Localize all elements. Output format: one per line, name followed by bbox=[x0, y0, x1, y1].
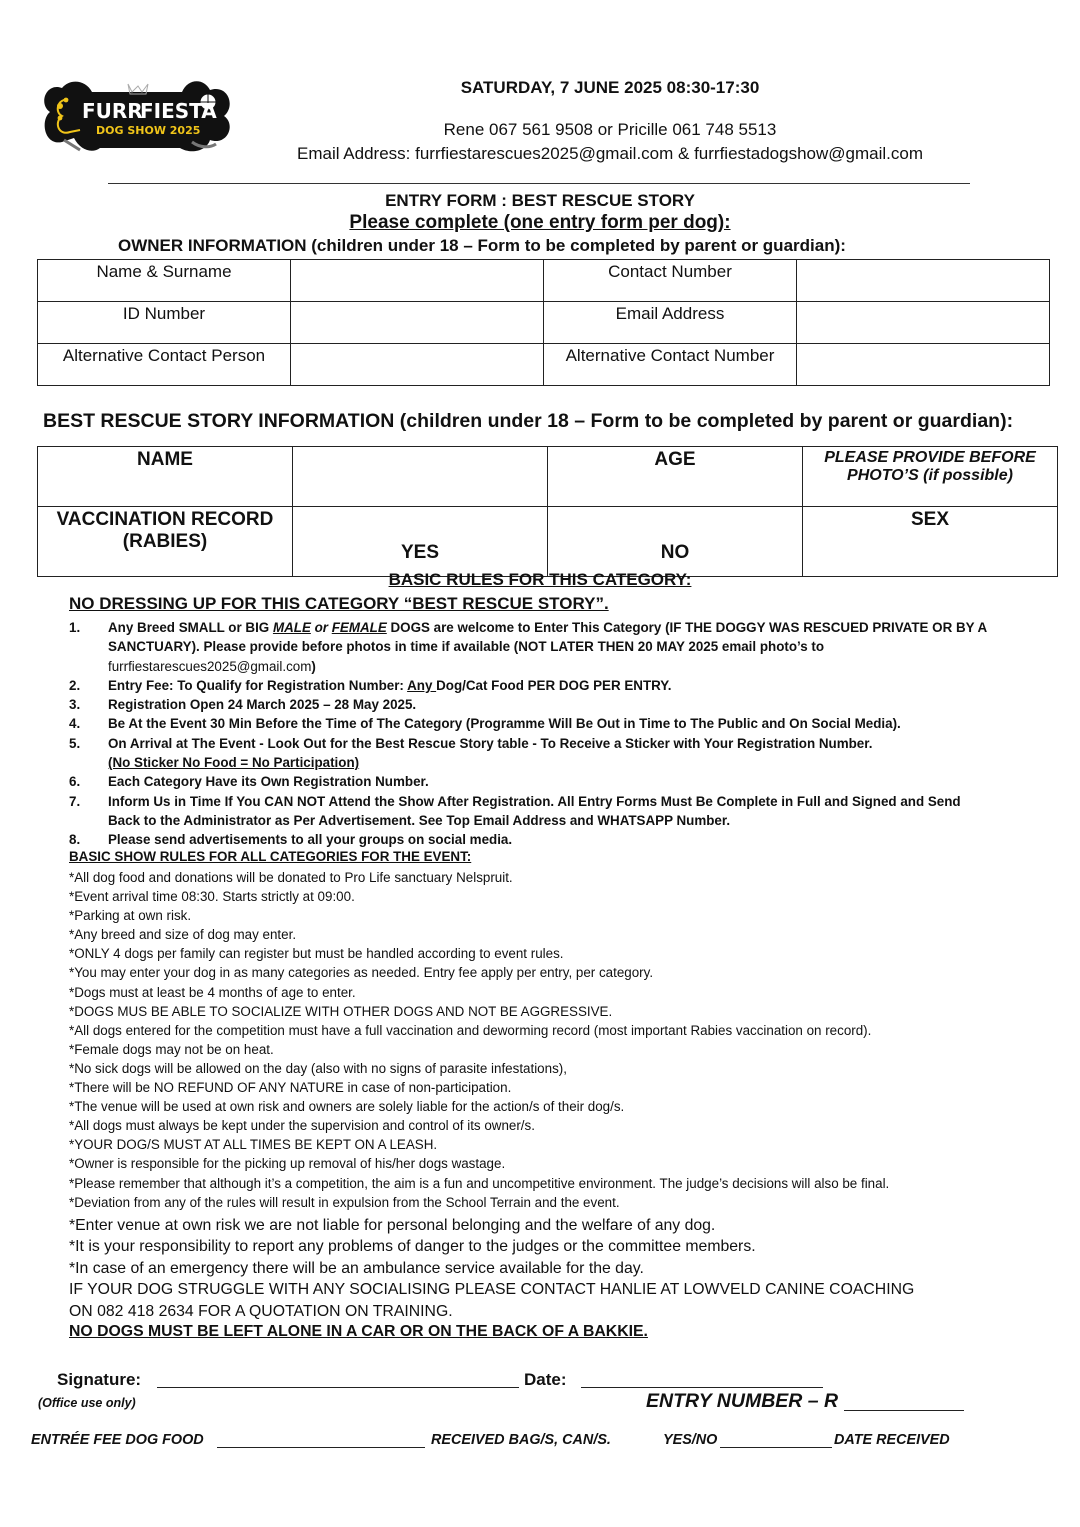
dog-name-field[interactable] bbox=[293, 447, 548, 507]
office-use-label: (Office use only) bbox=[38, 1396, 136, 1410]
list-item: *Any breed and size of dog may enter. bbox=[69, 927, 297, 943]
header-divider bbox=[108, 183, 970, 184]
alt-contact-number-field[interactable] bbox=[797, 344, 1050, 386]
list-item: *YOUR DOG/S MUST AT ALL TIMES BE KEPT ON A LEASH. bbox=[69, 1137, 438, 1153]
entree-fee-label: ENTRÉE FEE DOG FOOD bbox=[31, 1432, 204, 1448]
list-item: *All dog food and donations will be donated to Pro Life sanctuary Nelspruit. bbox=[69, 870, 513, 885]
list-item: *There will be NO REFUND OF ANY NATURE in case of non-participation. bbox=[69, 1080, 512, 1096]
list-item bbox=[69, 734, 989, 773]
contact-number-field[interactable] bbox=[797, 260, 1050, 302]
name-surname-label: Name & Surname bbox=[38, 260, 291, 302]
list-item: *ONLY 4 dogs per family can register but must be handled according to event rules. bbox=[69, 946, 564, 962]
rule-number: 6. bbox=[69, 774, 81, 790]
vaccination-label: VACCINATION RECORD (RABIES) bbox=[38, 507, 293, 577]
entry-number-label: ENTRY NUMBER – R bbox=[646, 1390, 839, 1412]
list-item: *Dogs must at least be 4 months of age to enter. bbox=[69, 984, 356, 1000]
rescue-info-heading: BEST RESCUE STORY INFORMATION (children under 18 – Form to be completed by parent or guardian): bbox=[43, 410, 1014, 432]
show-rules-heading: BASIC SHOW RULES FOR ALL CATEGORIES FOR THE EVENT: bbox=[69, 849, 472, 864]
email-address-label: Email Address bbox=[544, 302, 797, 344]
age-label: AGE bbox=[548, 447, 803, 507]
show-rules-list bbox=[69, 868, 1029, 1212]
svg-text:FURR: FURR bbox=[82, 99, 143, 123]
rule-number: 7. bbox=[69, 793, 81, 809]
owner-info-heading: OWNER INFORMATION (children under 18 – Form to be completed by parent or guardian): bbox=[118, 236, 846, 255]
rule-number: 2. bbox=[69, 677, 81, 693]
table-row bbox=[38, 447, 1058, 507]
table-row bbox=[38, 507, 1058, 577]
rule-text: Be At the Event 30 Min Before the Time of The Category (Programme Will Be Out in Time to The Public and On Social Media). bbox=[108, 716, 901, 732]
yes-no-label: YES/NO bbox=[663, 1432, 718, 1448]
list-item: *Owner is responsible for the picking up removal of his/her dogs wastage. bbox=[69, 1156, 506, 1172]
list-item: ON 082 418 2634 FOR A QUOTATION ON TRAINING. bbox=[69, 1302, 453, 1320]
alt-contact-person-field[interactable] bbox=[291, 344, 544, 386]
list-item: IF YOUR DOG STRUGGLE WITH ANY SOCIALISING PLEASE CONTACT HANLIE AT LOWVELD CANINE COACHING bbox=[69, 1281, 915, 1299]
list-item: *All dogs must always be kept under the supervision and control of its owner/s. bbox=[69, 1118, 535, 1134]
date-field[interactable] bbox=[581, 1387, 823, 1388]
form-title: ENTRY FORM : BEST RESCUE STORY bbox=[385, 191, 695, 210]
list-item: *In case of an emergency there will be an ambulance service available for the day. bbox=[69, 1259, 644, 1277]
vaccination-yes-option[interactable]: YES bbox=[293, 507, 548, 577]
date-label: Date: bbox=[524, 1370, 567, 1389]
table-row bbox=[38, 344, 1050, 386]
furr-fiesta-logo bbox=[40, 78, 232, 166]
contact-phones: Rene 067 561 9508 or Pricille 061 748 5513 bbox=[443, 120, 777, 139]
list-item: *Parking at own risk. bbox=[69, 908, 192, 924]
signature-label: Signature: bbox=[57, 1370, 142, 1389]
table-row bbox=[38, 260, 1050, 302]
rule-number: 5. bbox=[69, 735, 81, 751]
list-item: *No sick dogs will be allowed on the day (also with no signs of parasite infestations), bbox=[69, 1060, 567, 1076]
rule-number: 8. bbox=[69, 832, 81, 848]
list-item bbox=[69, 695, 989, 714]
list-item bbox=[69, 618, 989, 676]
dog-food-field[interactable] bbox=[217, 1447, 425, 1448]
list-item: *You may enter your dog in as many categories as needed. Entry fee apply per entry, per category. bbox=[69, 965, 654, 981]
id-number-field[interactable] bbox=[291, 302, 544, 344]
owner-info-table bbox=[37, 259, 1050, 386]
rule-number: 1. bbox=[69, 620, 81, 635]
date-received-label: DATE RECEIVED bbox=[834, 1432, 950, 1448]
alt-contact-number-label: Alternative Contact Number bbox=[544, 344, 797, 386]
signature-field[interactable] bbox=[157, 1387, 519, 1388]
list-item: *Deviation from any of the rules will result in expulsion from the School Terrain and the event. bbox=[69, 1194, 620, 1210]
list-item: *Event arrival time 08:30. Starts strictly at 09:00. bbox=[69, 889, 355, 905]
rule-text: On Arrival at The Event - Look Out for the Best Rescue Story table - To Receive a Sticker with Your Registration Number. (No Sticker No Food = No Participation) bbox=[108, 735, 873, 771]
vaccination-no-option[interactable]: NO bbox=[548, 507, 803, 577]
rule-text: Each Category Have its Own Registration Number. bbox=[108, 774, 429, 790]
svg-text:FIESTA: FIESTA bbox=[140, 99, 217, 123]
rules-title: BASIC RULES FOR THIS CATEGORY: bbox=[388, 570, 692, 589]
rule-text: Registration Open 24 March 2025 – 28 May 2025. bbox=[108, 697, 417, 713]
list-item: *Please remember that although it’s a competition, the aim is a fun and uncompetitive environment. The judge’s decisions will also be final. bbox=[69, 1175, 890, 1191]
email-address-field[interactable] bbox=[797, 302, 1050, 344]
rule-text: Any Breed SMALL or BIG MALE or FEMALE DOGS are welcome to Enter This Category (IF THE DOGGY WAS RESCUED PRIVATE OR BY A SANCTUARY). Please provide before photos in time if available (NOT LATER THEN 20 MAY 2025 email photo’s to furrfiestarescues2025@gmail.com) bbox=[108, 620, 987, 674]
id-number-label: ID Number bbox=[38, 302, 291, 344]
list-item bbox=[69, 714, 989, 733]
list-item: *It is your responsibility to report any problems of danger to the judges or the committee members. bbox=[69, 1238, 756, 1256]
final-warning: NO DOGS MUST BE LEFT ALONE IN A CAR OR ON THE BACK OF A BAKKIE. bbox=[69, 1323, 648, 1340]
received-label: RECEIVED BAG/S, CAN/S. bbox=[431, 1432, 611, 1448]
rule-text: Please send advertisements to all your groups on social media. bbox=[108, 832, 513, 848]
rule-number: 3. bbox=[69, 697, 81, 713]
category-rules-list bbox=[69, 618, 989, 850]
show-rules-list-extra bbox=[69, 1215, 1029, 1322]
list-item: *Enter venue at own risk we are not liable for personal belonging and the welfare of any dog. bbox=[69, 1217, 716, 1234]
list-item: *All dogs entered for the competition must have a full vaccination and deworming record (most important Rabies vaccination on record). bbox=[69, 1022, 872, 1038]
table-row bbox=[38, 302, 1050, 344]
name-surname-field[interactable] bbox=[291, 260, 544, 302]
list-item bbox=[69, 830, 989, 849]
dog-name-label: NAME bbox=[38, 447, 293, 507]
rescue-info-table bbox=[37, 446, 1058, 577]
form-subtitle: Please complete (one entry form per dog): bbox=[349, 212, 731, 233]
rule-number: 4. bbox=[69, 716, 81, 732]
event-date: SATURDAY, 7 JUNE 2025 08:30-17:30 bbox=[460, 78, 760, 97]
list-item: *DOGS MUS BE ABLE TO SOCIALIZE WITH OTHER DOGS AND NOT BE AGGRESSIVE. bbox=[69, 1003, 613, 1019]
rule-text: Inform Us in Time If You CAN NOT Attend the Show After Registration. All Entry Forms Must Be Complete in Full and Signed and Send Back to the Administrator as Per Advertisement. See Top Email Address and WHATSAPP Number. bbox=[108, 793, 961, 828]
alt-contact-person-label: Alternative Contact Person bbox=[38, 344, 291, 386]
list-item: *The venue will be used at own risk and owners are solely liable for the action/s of their dog/s. bbox=[69, 1099, 625, 1115]
no-dressing-rule: NO DRESSING UP FOR THIS CATEGORY “BEST RESCUE STORY”. bbox=[69, 594, 609, 613]
contact-emails: Email Address: furrfiestarescues2025@gmail.com & furrfiestadogshow@gmail.com bbox=[297, 144, 923, 163]
rule-text: Entry Fee: To Qualify for Registration Number: Any Dog/Cat Food PER DOG PER ENTRY. bbox=[108, 677, 672, 693]
list-item bbox=[69, 676, 989, 695]
contact-number-label: Contact Number bbox=[544, 260, 797, 302]
list-item: *Female dogs may not be on heat. bbox=[69, 1041, 274, 1057]
svg-text:DOG SHOW 2025: DOG SHOW 2025 bbox=[96, 124, 201, 137]
yes-no-field[interactable] bbox=[720, 1447, 832, 1448]
list-item bbox=[69, 792, 989, 831]
before-photo-note: PLEASE PROVIDE BEFORE PHOTO’S (if possible) bbox=[803, 447, 1058, 507]
list-item bbox=[69, 772, 989, 791]
entry-number-field[interactable] bbox=[844, 1410, 964, 1411]
sex-label: SEX bbox=[803, 507, 1058, 577]
